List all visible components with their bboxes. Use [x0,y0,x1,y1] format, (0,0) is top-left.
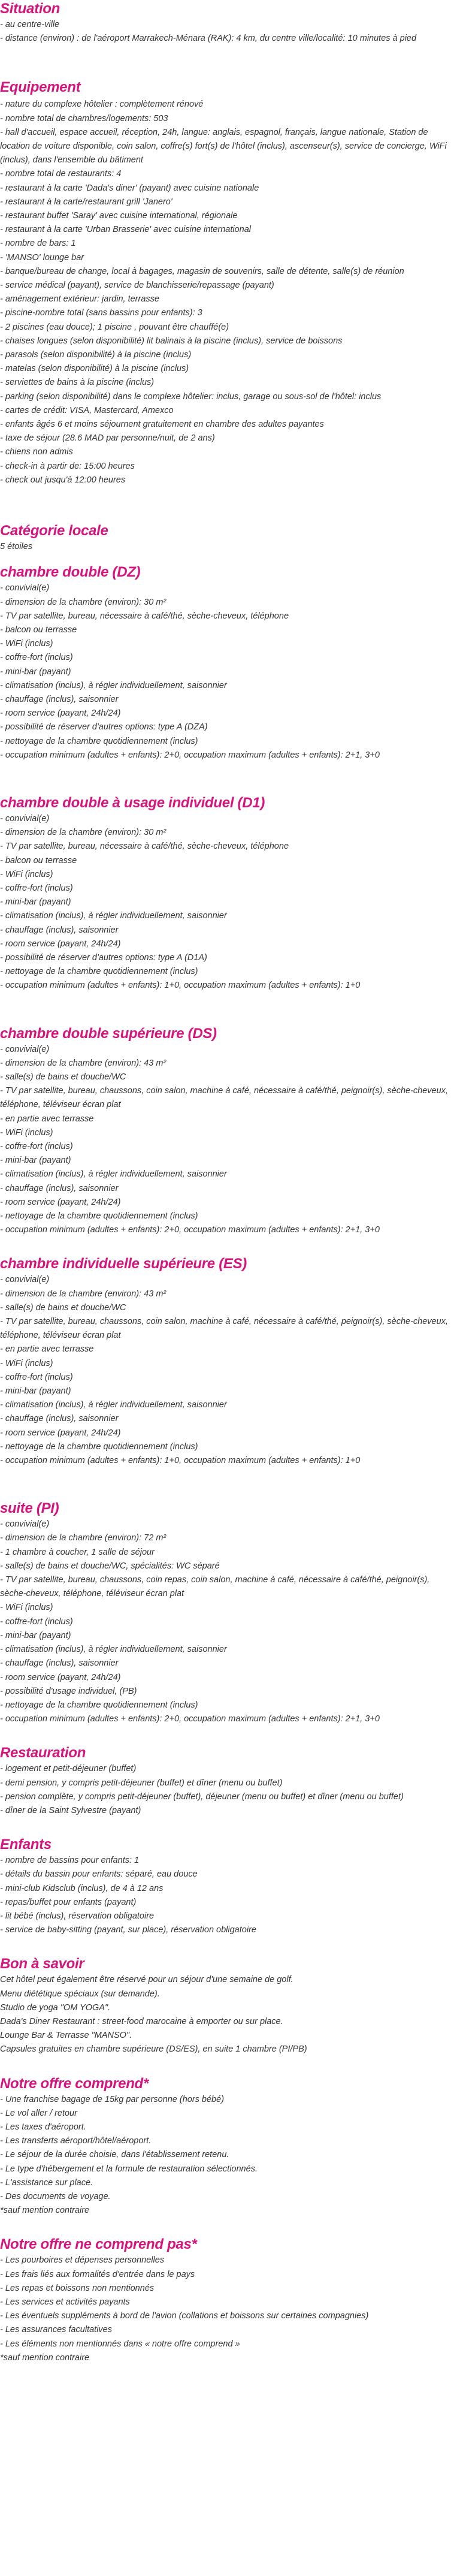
list-item: - nettoyage de la chambre quotidiennement (inclus) [0,736,198,746]
list-item: - cartes de crédit: VISA, Mastercard, Amexco [0,405,174,415]
enfants-section [0,1836,454,1937]
list-item: - Les éléments non mentionnés dans « notre offre comprend » [0,2339,240,2349]
list-item: - climatisation (inclus), à régler individuellement, saisonnier [0,1645,227,1655]
list-item: - WiFi (inclus) [0,869,53,879]
list-item: - chaises longues (selon disponibilité) lit balinais à la piscine (inclus), service de boissons [0,336,343,346]
list-item: - room service (payant, 24h/24) [0,939,121,949]
list-item: - Les éventuels suppléments à bord de l'avion (collations et boissons sur certaines compagnies) [0,2311,369,2321]
list-item: - dîner de la Saint Sylvestre (payant) [0,1805,141,1815]
list-item: - repas/buffet pour enfants (payant) [0,1897,137,1907]
list-item: - matelas (selon disponibilité) à la piscine (inclus) [0,364,189,374]
list-item: - convivial(e) [0,1519,50,1530]
room-title: chambre double (DZ) [0,564,141,581]
list-item: - room service (payant, 24h/24) [0,1197,121,1207]
categorie-list [0,540,454,554]
equipement-list [0,98,454,487]
list-item: - balcon ou terrasse [0,625,77,635]
list-item: *sauf mention contraire [0,2352,90,2363]
list-item: - chauffage (inclus), saisonnier [0,1414,119,1424]
list-item: - banque/bureau de change, local à bagages, magasin de souvenirs, salle de détente, salle(s) de réunion [0,266,404,276]
restauration-section [0,1744,454,1818]
list-item: - parking (selon disponibilité) dans le complexe hôtelier: inclus, garage ou sous-sol de l'hôtel: inclus [0,391,382,402]
list-item: - nature du complexe hôtelier : complètement rénové [0,99,204,110]
list-item: - climatisation (inclus), à régler individuellement, saisonnier [0,680,227,690]
list-item: - convivial(e) [0,583,50,593]
list-item: - convivial(e) [0,1044,50,1054]
list-item: - WiFi (inclus) [0,1603,53,1613]
list-item: - possibilité de réserver d'autres options: type A (D1A) [0,952,207,963]
list-item: - Les pourboires et dépenses personnelles [0,2255,165,2266]
list-item: - nombre total de chambres/logements: 503 [0,113,168,123]
room-features-list [0,581,454,762]
list-item: - chauffage (inclus), saisonnier [0,1658,119,1669]
list-item: - Les services et activités payants [0,2297,130,2307]
list-item: - Les transferts aéroport/hôtel/aéroport. [0,2136,152,2146]
restauration-list [0,1762,454,1818]
list-item: - demi pension, y compris petit-déjeuner (buffet) et dîner (menu ou buffet) [0,1778,283,1788]
room-features-list [0,812,454,993]
list-item: - salle(s) de bains et douche/WC [0,1302,126,1313]
list-item: - Le séjour de la durée choisie, dans l'établissement retenu. [0,2150,229,2160]
list-item: - coffre-fort (inclus) [0,1372,73,1382]
room-features-list [0,1518,454,1726]
equipement-section [0,79,454,487]
list-item: - piscine-nombre total (sans bassins pour enfants): 3 [0,308,202,318]
situation-section [0,0,454,46]
bon-a-savoir-list [0,1973,454,2056]
list-item: - chauffage (inclus), saisonnier [0,925,119,935]
list-item: Capsules gratuites en chambre supérieure (DS/ES), en suite 1 chambre (PI/PB) [0,2044,307,2055]
list-item: - TV par satellite, bureau, nécessaire à café/thé, sèche-cheveux, téléphone [0,611,289,621]
list-item: - mini-bar (payant) [0,1386,71,1396]
list-item: - Une franchise bagage de 15kg par personne (hors bébé) [0,2094,225,2104]
room-features-list [0,1273,454,1468]
list-item: - Le vol aller / retour [0,2108,77,2118]
list-item: - distance (environ) : de l'aéroport Marrakech-Ménara (RAK): 4 km, du centre ville/localité: 10 minutes à pied [0,34,417,44]
situation-title: Situation [0,1,60,17]
list-item: - coffre-fort (inclus) [0,1616,73,1627]
list-item: - WiFi (inclus) [0,639,53,649]
list-item: - détails du bassin pour enfants: séparé, eau douce [0,1869,198,1880]
list-item: - Des documents de voyage. [0,2191,111,2201]
list-item: Dada's Diner Restaurant : street-food marocaine à emporter ou sur place. [0,2016,283,2026]
list-item: - pension complète, y compris petit-déjeuner (buffet), déjeuner (menu ou buffet) et dîner (menu ou buffet) [0,1791,404,1802]
list-item: Menu diététique spéciaux (sur demande). [0,1989,160,1999]
list-item: - balcon ou terrasse [0,855,77,865]
list-item: - dimension de la chambre (environ): 30 m² [0,597,167,607]
list-item: - coffre-fort (inclus) [0,1142,73,1151]
list-item: *sauf mention contraire [0,2206,90,2216]
list-item: - en partie avec terrasse [0,1114,94,1124]
list-item: - mini-bar (payant) [0,897,71,907]
list-item: 5 étoiles [0,542,33,552]
list-item: - occupation minimum (adultes + enfants): 2+0, occupation maximum (adultes + enfants): 2+1, 3+0 [0,1714,380,1724]
list-item: - nettoyage de la chambre quotidiennement (inclus) [0,1211,198,1221]
list-item: - hall d'accueil, espace accueil, réception, 24h, langue: anglais, espagnol, français, langue nationale, Station de location de voiture disponible, coin salon, coffre(s) fort(s) de l'hôtel (inclus), ascenseur(s), service de concierge, WiFi (inclus), dans l'ensemble du bâtiment [0,127,447,165]
list-item: - L'assistance sur place. [0,2177,93,2188]
list-item: - convivial(e) [0,1275,50,1285]
list-item: - WiFi (inclus) [0,1358,53,1368]
list-item: - serviettes de bains à la piscine (inclus) [0,378,155,388]
list-item: - TV par satellite, bureau, chaussons, coin repas, coin salon, machine à café, nécessaire à café/thé, peignoir(s), sèche-cheveux, téléphone, téléviseur écran plat [0,1575,430,1599]
list-item: - nombre de bassins pour enfants: 1 [0,1856,140,1866]
list-item: - 2 piscines (eau douce); 1 piscine , pouvant être chauffé(e) [0,322,229,332]
room-section-ds [0,1025,454,1238]
list-item: - salle(s) de bains et douche/WC, spécialités: WC séparé [0,1561,220,1571]
list-item: - Les assurances facultatives [0,2325,112,2335]
list-item: Cet hôtel peut également être réservé pour un séjour d'une semaine de golf. [0,1975,293,1985]
list-item: - check out jusqu'à 12:00 heures [0,475,126,485]
list-item: - mini-bar (payant) [0,666,71,677]
offre-ne-comprend-pas-section [0,2236,454,2365]
list-item: - aménagement extérieur: jardin, terrasse [0,294,159,304]
list-item: - chauffage (inclus), saisonnier [0,694,119,704]
bon-a-savoir-section [0,1955,454,2056]
list-item: - TV par satellite, bureau, nécessaire à café/thé, sèche-cheveux, téléphone [0,841,289,852]
list-item: - dimension de la chambre (environ): 43 m² [0,1289,167,1299]
list-item: - 'MANSO' lounge bar [0,252,84,263]
list-item: - service médical (payant), service de blanchisserie/repassage (payant) [0,280,274,291]
list-item: - coffre-fort (inclus) [0,883,73,893]
enfants-list [0,1854,454,1937]
list-item: - occupation minimum (adultes + enfants): 1+0, occupation maximum (adultes + enfants): 1+0 [0,1456,361,1466]
list-item: - Les frais liés aux formalités d'entrée dans le pays [0,2269,195,2279]
list-item: - coffre-fort (inclus) [0,653,73,663]
list-item: - occupation minimum (adultes + enfants): 1+0, occupation maximum (adultes + enfants): 1+0 [0,981,361,991]
list-item: - check-in à partir de: 15:00 heures [0,461,135,471]
list-item: - possibilité d'usage individuel, (PB) [0,1686,137,1696]
categorie-title: Catégorie locale [0,523,108,539]
offre-comprend-list [0,2093,454,2218]
list-item: - lit bébé (inclus), réservation obligatoire [0,1911,155,1921]
list-item: - restaurant buffet 'Saray' avec cuisine international, régionale [0,211,238,221]
list-item: - parasols (selon disponibilité) à la piscine (inclus) [0,350,192,360]
room-title: chambre individuelle supérieure (ES) [0,1256,247,1272]
room-features-list [0,1043,454,1238]
list-item: - mini-club Kidsclub (inclus), de 4 à 12 ans [0,1883,164,1893]
list-item: - nombre total de restaurants: 4 [0,169,122,179]
list-item: - possibilité de réserver d'autres options: type A (DZA) [0,722,208,732]
list-item: - Les repas et boissons non mentionnés [0,2283,155,2293]
room-title: suite (PI) [0,1500,59,1517]
list-item: - room service (payant, 24h/24) [0,1672,121,1682]
list-item: - logement et petit-déjeuner (buffet) [0,1764,137,1774]
list-item: - Les taxes d'aéroport. [0,2122,86,2132]
list-item: - occupation minimum (adultes + enfants): 2+0, occupation maximum (adultes + enfants): 2+1, 3+0 [0,750,380,760]
list-item: - dimension de la chambre (environ): 30 m² [0,828,167,838]
list-item: - mini-bar (payant) [0,1630,71,1640]
list-item: - restaurant à la carte 'Dada's diner' (payant) avec cuisine nationale [0,183,259,193]
list-item: - climatisation (inclus), à régler individuellement, saisonnier [0,1169,227,1180]
list-item: Studio de yoga "OM YOGA". [0,2002,111,2013]
list-item: - dimension de la chambre (environ): 43 m² [0,1058,167,1068]
list-item: - dimension de la chambre (environ): 72 m² [0,1533,167,1543]
restauration-title: Restauration [0,1745,86,1761]
list-item: - nombre de bars: 1 [0,239,76,249]
list-item: - nettoyage de la chambre quotidiennement (inclus) [0,967,198,977]
room-title: chambre double supérieure (DS) [0,1025,217,1042]
list-item: - restaurant à la carte/restaurant grill 'Janero' [0,197,172,207]
list-item: - restaurant à la carte 'Urban Brasserie' avec cuisine international [0,225,251,235]
offre-comprend-section [0,2075,454,2218]
list-item: - room service (payant, 24h/24) [0,708,121,719]
list-item: - taxe de séjour (28.6 MAD par personne/nuit, de 2 ans) [0,433,215,444]
list-item: - salle(s) de bains et douche/WC [0,1072,126,1082]
offre-comprend-title: Notre offre comprend* [0,2075,149,2092]
list-item: - TV par satellite, bureau, chaussons, coin salon, machine à café, nécessaire à café/thé, peignoir(s), sèche-cheveux, téléphone, téléviseur écran plat [0,1317,448,1341]
list-item: - nettoyage de la chambre quotidiennement (inclus) [0,1441,198,1452]
list-item: - Le type d'hébergement et la formule de restauration sélectionnés. [0,2164,258,2174]
list-item: - au centre-ville [0,20,60,29]
offre-ne-comprend-pas-list [0,2254,454,2365]
bon-a-savoir-title: Bon à savoir [0,1956,84,1972]
room-section-pi [0,1500,454,1726]
list-item: - 1 chambre à coucher, 1 salle de séjour [0,1547,155,1557]
room-section-d1 [0,794,454,993]
list-item: - climatisation (inclus), à régler individuellement, saisonnier [0,911,227,921]
list-item: - chauffage (inclus), saisonnier [0,1183,119,1193]
list-item: - climatisation (inclus), à régler individuellement, saisonnier [0,1400,227,1410]
categorie-section [0,522,454,554]
list-item: - nettoyage de la chambre quotidiennement (inclus) [0,1700,198,1710]
list-item: - service de baby-sitting (payant, sur place), réservation obligatoire [0,1925,256,1935]
enfants-title: Enfants [0,1836,52,1853]
room-section-dz [0,563,454,762]
list-item: - occupation minimum (adultes + enfants): 2+0, occupation maximum (adultes + enfants): 2+1, 3+0 [0,1225,380,1235]
list-item: - enfants âgés 6 et moins séjournent gratuitement en chambre des adultes payantes [0,420,324,430]
list-item: - TV par satellite, bureau, chaussons, coin salon, machine à café, nécessaire à café/thé, peignoir(s), sèche-cheveux, téléphone, téléviseur écran plat [0,1086,448,1110]
list-item: - convivial(e) [0,813,50,824]
list-item: Lounge Bar & Terrasse "MANSO". [0,2031,132,2041]
list-item: - WiFi (inclus) [0,1127,53,1138]
situation-list [0,18,454,46]
equipement-title: Equipement [0,79,81,96]
list-item: - chiens non admis [0,447,73,457]
list-item: - mini-bar (payant) [0,1156,71,1166]
room-section-es [0,1255,454,1468]
offre-ne-comprend-pas-title: Notre offre ne comprend pas* [0,2236,197,2253]
list-item: - room service (payant, 24h/24) [0,1428,121,1438]
room-title: chambre double à usage individuel (D1) [0,794,265,811]
list-item: - en partie avec terrasse [0,1344,94,1355]
